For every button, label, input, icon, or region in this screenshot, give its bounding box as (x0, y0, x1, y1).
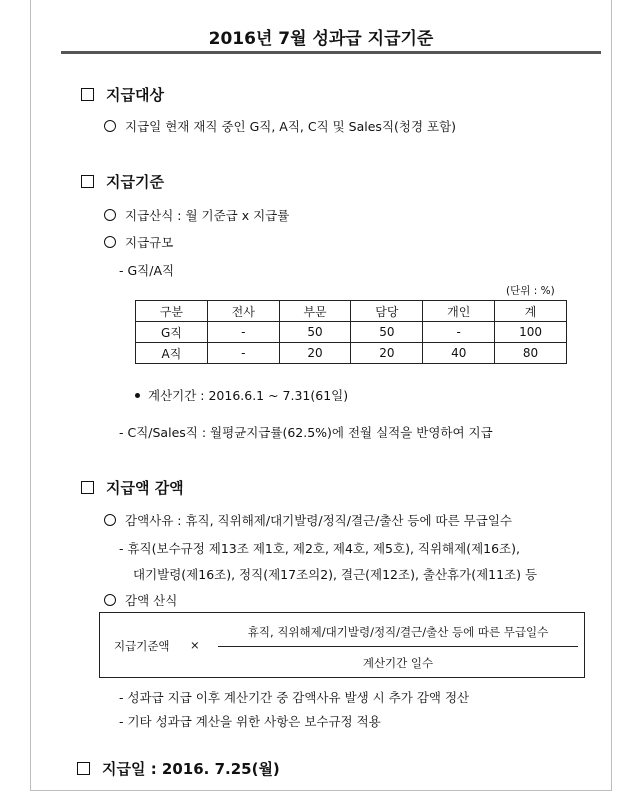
title-underline (61, 51, 601, 54)
criteria-scale-item (104, 233, 173, 251)
reduction-note-1: - 성과급 지급 이후 계산기간 중 감액사유 발생 시 추가 감액 정산 (119, 690, 470, 705)
formula-denominator: 계산기간 일수 (362, 656, 434, 670)
ga-label: - G직/A직 (119, 263, 175, 278)
formula-fraction-line (218, 646, 578, 647)
reduction-calc-label: 감액 산식 (125, 593, 178, 608)
table-cell: 50 (351, 322, 423, 343)
section-criteria (81, 171, 164, 192)
section-target-heading: 지급대상 (106, 86, 164, 104)
table-cell: 20 (351, 343, 423, 364)
bullet-dot-icon (135, 393, 140, 398)
circle-bullet-icon (104, 209, 116, 221)
checkbox-square-icon (81, 481, 94, 494)
table-cell: - (207, 343, 279, 364)
table-header-cell: 개인 (423, 301, 495, 322)
table-header-cell: 담당 (351, 301, 423, 322)
reduction-formula-box (99, 612, 585, 678)
table-cell: 20 (279, 343, 351, 364)
document-page (30, 0, 612, 791)
table-row (136, 343, 567, 364)
formula-numerator: 휴직, 직위해제/대기발령/정직/결근/출산 등에 따른 무급일수 (247, 625, 549, 639)
reduction-detail-2: 대기발령(제16조), 정직(제17조의2), 결근(제12조), 출산휴가(제11조) 등 (133, 567, 538, 582)
table-row (136, 322, 567, 343)
criteria-scale-label: 지급규모 (125, 235, 174, 250)
section-payday (77, 758, 280, 779)
formula-base-amount: 지급기준액 (114, 639, 170, 653)
criteria-formula-item (104, 206, 289, 224)
checkbox-square-icon (81, 175, 94, 188)
reduction-note-2: - 기타 성과급 계산을 위한 사항은 보수규정 적용 (119, 714, 381, 729)
circle-bullet-icon (104, 236, 116, 248)
section-reduction (81, 477, 184, 498)
target-line: 지급일 현재 재직 중인 G직, A직, C직 및 Sales직(청경 포함) (125, 119, 457, 134)
unit-label: (단위 : %) (506, 285, 555, 297)
table-cell: - (207, 322, 279, 343)
table-header-cell: 계 (495, 301, 567, 322)
rate-table (135, 300, 567, 364)
table-cell: 100 (495, 322, 567, 343)
reduction-calc-item (104, 591, 177, 609)
table-header-row (136, 301, 567, 322)
cs-line: - C직/Sales직 : 월평균지급률(62.5%)에 전월 실적을 반영하여 지급 (119, 425, 493, 440)
checkbox-square-icon (77, 762, 90, 775)
target-item (104, 117, 456, 135)
table-header-cell: 전사 (207, 301, 279, 322)
section-criteria-heading: 지급기준 (106, 173, 164, 191)
reduction-detail-1: - 휴직(보수규정 제13조 제1호, 제2호, 제4호, 제5호), 직위해제(제16조), (119, 541, 520, 556)
period-line: 계산기간 : 2016.6.1 ~ 7.31(61일) (148, 388, 349, 403)
table-header-cell: 부문 (279, 301, 351, 322)
reduction-reason-item (104, 511, 512, 529)
table-cell: 80 (495, 343, 567, 364)
circle-bullet-icon (104, 514, 116, 526)
page-title: 2016년 7월 성과급 지급기준 (208, 29, 434, 49)
table-cell: G직 (136, 322, 208, 343)
reduction-reason-line: 감액사유 : 휴직, 직위해제/대기발령/정직/결근/출산 등에 따른 무급일수 (125, 513, 512, 528)
payday-line: 지급일 : 2016. 7.25(월) (102, 760, 280, 778)
period-item (135, 386, 348, 404)
circle-bullet-icon (104, 120, 116, 132)
section-target (81, 84, 164, 105)
circle-bullet-icon (104, 594, 116, 606)
checkbox-square-icon (81, 88, 94, 101)
table-cell: 50 (279, 322, 351, 343)
table-cell: A직 (136, 343, 208, 364)
table-cell: - (423, 322, 495, 343)
table-header-cell: 구분 (136, 301, 208, 322)
table-cell: 40 (423, 343, 495, 364)
section-reduction-heading: 지급액 감액 (106, 479, 184, 497)
criteria-formula-line: 지급산식 : 월 기준급 x 지급률 (125, 208, 290, 223)
formula-times-sign: × (190, 638, 200, 652)
